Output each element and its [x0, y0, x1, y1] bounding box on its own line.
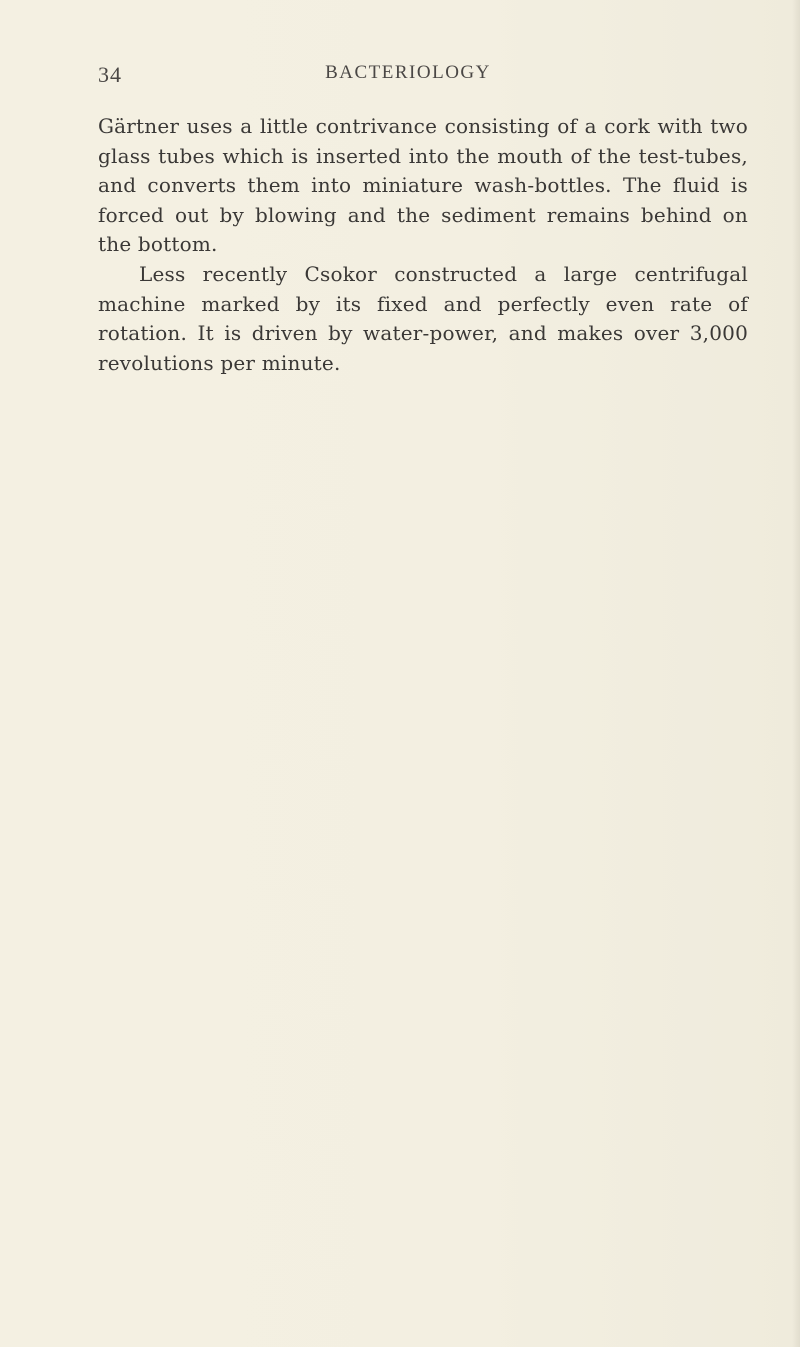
page-header — [98, 62, 738, 92]
paragraph-csokor: Less recently Csokor constructed a large centrifugal machine marked by its fixed and perfectly even rate of rotation. It is driven by water-power, and makes over 3,000 revolutions per minute. — [98, 261, 748, 375]
paragraph-gartner: Gärtner uses a little contrivance consisting of a cork with two glass tubes which is inserted into the mouth of the test-tubes, and converts them into miniature wash-bottles. The fluid is forced out by blowing and the sediment remains behind on the bottom. — [98, 114, 748, 257]
page-edge-shadow — [792, 0, 800, 1347]
page-number: 34 — [98, 62, 122, 87]
running-head: BACTERIOLOGY — [325, 62, 491, 83]
body-text — [98, 112, 748, 378]
